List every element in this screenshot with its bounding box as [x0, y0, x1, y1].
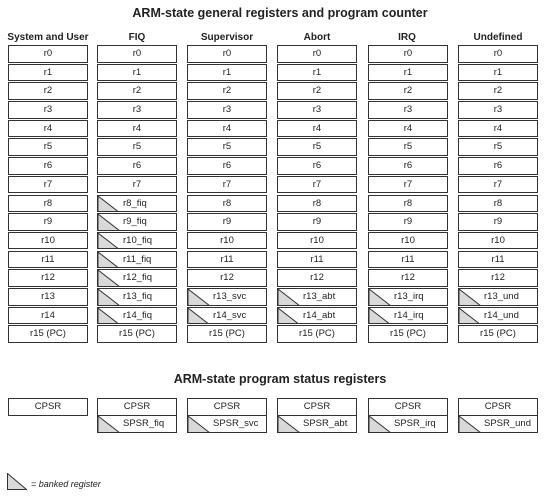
register-cell: [368, 251, 448, 269]
register-label: r3: [43, 104, 53, 116]
spsr-cell: [97, 416, 177, 434]
register-label: r7: [43, 178, 53, 190]
register-label: r14_und: [484, 309, 519, 321]
register-label: r1: [132, 66, 142, 78]
psr-label: CPSR: [123, 401, 151, 412]
register-label: r2: [403, 85, 413, 97]
banked-marker-icon: [98, 196, 120, 213]
register-label: r2: [493, 85, 503, 97]
register-label: r4: [132, 122, 142, 134]
psr-column: [277, 398, 357, 433]
register-label: r11_fiq: [123, 253, 152, 265]
register-label: r13_svc: [213, 290, 247, 302]
mode-header: System and User: [7, 32, 89, 43]
register-cell: [277, 213, 357, 231]
register-label: r15 (PC): [480, 328, 516, 340]
register-label: r10: [310, 234, 324, 246]
register-label: r3: [403, 104, 413, 116]
banked-marker-icon: [369, 416, 391, 433]
register-cell: [458, 157, 538, 175]
banked-marker-icon: [188, 416, 210, 433]
register-label: r13_und: [484, 290, 519, 302]
register-cell: [187, 120, 267, 138]
register-cell: [97, 82, 177, 100]
register-label: r14_fiq: [123, 309, 153, 321]
register-label: r0: [493, 48, 503, 59]
register-cell: [97, 138, 177, 156]
register-label: r1: [493, 66, 503, 78]
psr-column: [187, 398, 267, 433]
register-cell: [187, 325, 267, 343]
register-label: r9: [222, 216, 232, 228]
cpsr-cell: [458, 398, 538, 416]
register-cell: [187, 101, 267, 119]
register-label: r0: [312, 48, 322, 59]
register-cell: [8, 157, 88, 175]
register-label: r1: [312, 66, 322, 78]
register-cell: [458, 45, 538, 63]
register-label: r11: [491, 253, 505, 265]
register-cell: [187, 138, 267, 156]
register-column: [8, 45, 88, 344]
register-column: [458, 45, 538, 344]
register-cell: [458, 64, 538, 82]
register-cell: [8, 251, 88, 269]
register-cell: [187, 213, 267, 231]
register-cell: [277, 101, 357, 119]
banked-register-cell: [458, 288, 538, 306]
register-label: r11: [220, 253, 234, 265]
register-label: r6: [132, 160, 142, 172]
banked-marker-icon: [278, 416, 300, 433]
register-label: r14_svc: [213, 309, 247, 321]
register-label: r5: [43, 141, 53, 153]
diagram-title: ARM-state general registers and program counter: [132, 6, 428, 20]
register-label: r2: [312, 85, 322, 97]
psr-section-title: ARM-state program status registers: [173, 372, 387, 386]
banked-marker-icon: [369, 308, 391, 325]
register-cell: [187, 176, 267, 194]
banked-marker-icon: [188, 289, 210, 306]
register-cell: [277, 325, 357, 343]
register-label: r7: [312, 178, 322, 190]
register-label: r9_fiq: [123, 216, 147, 228]
cpsr-cell: [368, 398, 448, 416]
banked-marker-icon: [98, 214, 120, 231]
banked-marker-icon: [459, 308, 481, 325]
mode-header: Abort: [303, 32, 331, 43]
spsr-cell: [368, 416, 448, 434]
register-label: r13_irq: [394, 290, 424, 302]
spsr-cell: [277, 416, 357, 434]
register-cell: [8, 307, 88, 325]
register-cell: [277, 138, 357, 156]
psr-label: SPSR_irq: [394, 417, 436, 429]
banked-marker-icon: [98, 252, 120, 269]
register-label: r0: [132, 48, 142, 59]
register-label: r15 (PC): [30, 328, 66, 340]
register-cell: [277, 232, 357, 250]
register-cell: [8, 82, 88, 100]
register-label: r5: [312, 141, 322, 153]
banked-register-cell: [368, 307, 448, 325]
register-label: r5: [222, 141, 232, 153]
register-label: r10_fiq: [123, 234, 153, 246]
register-label: r3: [132, 104, 142, 116]
register-label: r13: [41, 290, 55, 302]
banked-marker-icon: [98, 289, 120, 306]
psr-label: CPSR: [303, 401, 331, 412]
register-cell: [368, 138, 448, 156]
register-label: r10: [41, 234, 55, 246]
cpsr-cell: [97, 398, 177, 416]
register-label: r2: [222, 85, 232, 97]
register-cell: [97, 176, 177, 194]
register-label: r8: [403, 197, 413, 209]
register-cell: [368, 82, 448, 100]
spsr-cell: [458, 416, 538, 434]
register-label: r3: [312, 104, 322, 116]
register-label: r6: [222, 160, 232, 172]
register-label: r12: [310, 272, 324, 284]
register-cell: [187, 45, 267, 63]
register-column: [277, 45, 357, 344]
register-label: r7: [403, 178, 413, 190]
register-cell: [187, 251, 267, 269]
banked-marker-icon: [98, 416, 120, 433]
spsr-cell: [187, 416, 267, 434]
register-cell: [277, 64, 357, 82]
register-cell: [8, 195, 88, 213]
register-label: r11: [401, 253, 415, 265]
register-label: r12: [41, 272, 55, 284]
register-label: r6: [403, 160, 413, 172]
banked-register-cell: [277, 307, 357, 325]
banked-register-cell: [97, 269, 177, 287]
register-cell: [8, 64, 88, 82]
banked-register-cell: [97, 195, 177, 213]
mode-header: IRQ: [398, 32, 416, 43]
register-cell: [277, 269, 357, 287]
register-cell: [187, 269, 267, 287]
register-label: r3: [493, 104, 503, 116]
register-label: r4: [43, 122, 53, 134]
register-cell: [458, 251, 538, 269]
register-cell: [458, 120, 538, 138]
register-cell: [368, 213, 448, 231]
register-label: r8: [493, 197, 503, 209]
register-label: r1: [43, 66, 53, 78]
psr-label: SPSR_fiq: [123, 417, 165, 429]
register-column: [97, 45, 177, 344]
banked-register-cell: [97, 251, 177, 269]
register-cell: [458, 232, 538, 250]
register-label: r10: [220, 234, 234, 246]
register-label: r15 (PC): [299, 328, 335, 340]
banked-register-cell: [277, 288, 357, 306]
register-label: r0: [222, 48, 232, 59]
psr-label: CPSR: [394, 401, 422, 412]
register-cell: [97, 64, 177, 82]
banked-marker-icon: [98, 308, 120, 325]
banked-marker-icon: [188, 308, 210, 325]
register-cell: [368, 101, 448, 119]
register-label: r11: [41, 253, 55, 265]
register-label: r8: [43, 197, 53, 209]
banked-marker-icon: [278, 308, 300, 325]
register-cell: [97, 120, 177, 138]
banked-register-cell: [97, 288, 177, 306]
psr-column: [458, 398, 538, 433]
register-label: r10: [401, 234, 415, 246]
psr-label: SPSR_und: [484, 417, 532, 429]
register-cell: [187, 157, 267, 175]
register-label: r4: [403, 122, 413, 134]
register-label: r15 (PC): [119, 328, 155, 340]
register-cell: [277, 176, 357, 194]
register-label: r6: [312, 160, 322, 172]
register-label: r9: [493, 216, 503, 228]
cpsr-cell: [277, 398, 357, 416]
register-label: r6: [493, 160, 503, 172]
register-cell: [97, 45, 177, 63]
banked-register-cell: [97, 213, 177, 231]
register-cell: [458, 269, 538, 287]
register-label: r7: [132, 178, 142, 190]
register-label: r2: [43, 85, 53, 97]
register-label: r4: [222, 122, 232, 134]
register-label: r6: [43, 160, 53, 172]
register-cell: [277, 45, 357, 63]
register-cell: [8, 288, 88, 306]
register-label: r3: [222, 104, 232, 116]
register-cell: [458, 176, 538, 194]
cpsr-cell: [187, 398, 267, 416]
register-cell: [277, 82, 357, 100]
banked-marker-icon: [369, 289, 391, 306]
register-cell: [97, 101, 177, 119]
register-cell: [97, 325, 177, 343]
register-label: r11: [310, 253, 324, 265]
register-label: r12: [491, 272, 505, 284]
banked-register-legend-icon: [7, 473, 27, 490]
register-cell: [368, 269, 448, 287]
register-label: r13_abt: [303, 290, 336, 302]
register-cell: [8, 213, 88, 231]
banked-register-cell: [458, 307, 538, 325]
banked-marker-icon: [459, 289, 481, 306]
register-label: r5: [132, 141, 142, 153]
register-label: r7: [493, 178, 503, 190]
register-label: r12: [220, 272, 234, 284]
psr-label: CPSR: [484, 401, 512, 412]
banked-marker-icon: [459, 416, 481, 433]
register-cell: [277, 195, 357, 213]
banked-marker-icon: [98, 270, 120, 287]
register-label: r5: [403, 141, 413, 153]
register-cell: [458, 138, 538, 156]
psr-label: CPSR: [34, 401, 62, 412]
register-cell: [187, 195, 267, 213]
psr-label: SPSR_abt: [303, 417, 348, 429]
register-cell: [8, 101, 88, 119]
register-cell: [277, 157, 357, 175]
register-label: r14_abt: [303, 309, 336, 321]
register-label: r8: [312, 197, 322, 209]
register-cell: [8, 232, 88, 250]
register-cell: [8, 325, 88, 343]
psr-label: SPSR_svc: [213, 417, 259, 429]
register-cell: [277, 120, 357, 138]
register-label: r4: [312, 122, 322, 134]
register-label: r9: [403, 216, 413, 228]
register-label: r2: [132, 85, 142, 97]
psr-column: [97, 398, 177, 433]
banked-marker-icon: [98, 233, 120, 250]
cpsr-cell: [8, 398, 88, 416]
legend-text: = banked register: [31, 479, 101, 489]
register-cell: [368, 120, 448, 138]
register-cell: [187, 64, 267, 82]
register-cell: [368, 195, 448, 213]
psr-column: [8, 398, 88, 416]
register-cell: [277, 251, 357, 269]
banked-register-cell: [97, 232, 177, 250]
mode-header: FIQ: [128, 32, 146, 43]
register-label: r0: [43, 48, 53, 59]
register-cell: [458, 195, 538, 213]
register-cell: [458, 213, 538, 231]
register-cell: [368, 232, 448, 250]
register-label: r14_irq: [394, 309, 424, 321]
register-label: r12_fiq: [123, 272, 153, 284]
register-cell: [458, 101, 538, 119]
register-label: r13_fiq: [123, 290, 153, 302]
register-cell: [8, 45, 88, 63]
register-label: r15 (PC): [390, 328, 426, 340]
register-label: r14: [41, 309, 55, 321]
register-cell: [187, 82, 267, 100]
register-label: r12: [401, 272, 415, 284]
register-cell: [8, 269, 88, 287]
mode-header: Undefined: [473, 32, 523, 43]
banked-register-cell: [97, 307, 177, 325]
register-cell: [8, 120, 88, 138]
register-cell: [458, 325, 538, 343]
register-label: r9: [43, 216, 53, 228]
register-label: r8_fiq: [123, 197, 147, 209]
register-label: r5: [493, 141, 503, 153]
register-label: r9: [312, 216, 322, 228]
register-cell: [8, 176, 88, 194]
banked-register-cell: [187, 307, 267, 325]
register-label: r4: [493, 122, 503, 134]
register-cell: [368, 157, 448, 175]
register-cell: [8, 138, 88, 156]
register-column: [187, 45, 267, 344]
banked-register-cell: [368, 288, 448, 306]
banked-register-cell: [187, 288, 267, 306]
psr-label: CPSR: [213, 401, 241, 412]
register-label: r1: [403, 66, 413, 78]
register-column: [368, 45, 448, 344]
register-label: r1: [222, 66, 232, 78]
register-cell: [368, 325, 448, 343]
register-label: r15 (PC): [209, 328, 245, 340]
register-cell: [458, 82, 538, 100]
register-label: r8: [222, 197, 232, 209]
register-cell: [368, 176, 448, 194]
register-cell: [368, 45, 448, 63]
register-label: r0: [403, 48, 413, 59]
legend: [7, 473, 127, 495]
banked-marker-icon: [278, 289, 300, 306]
register-label: r7: [222, 178, 232, 190]
register-cell: [368, 64, 448, 82]
psr-column: [368, 398, 448, 433]
mode-header: Supervisor: [200, 32, 254, 43]
register-cell: [187, 232, 267, 250]
register-cell: [97, 157, 177, 175]
register-label: r10: [491, 234, 505, 246]
